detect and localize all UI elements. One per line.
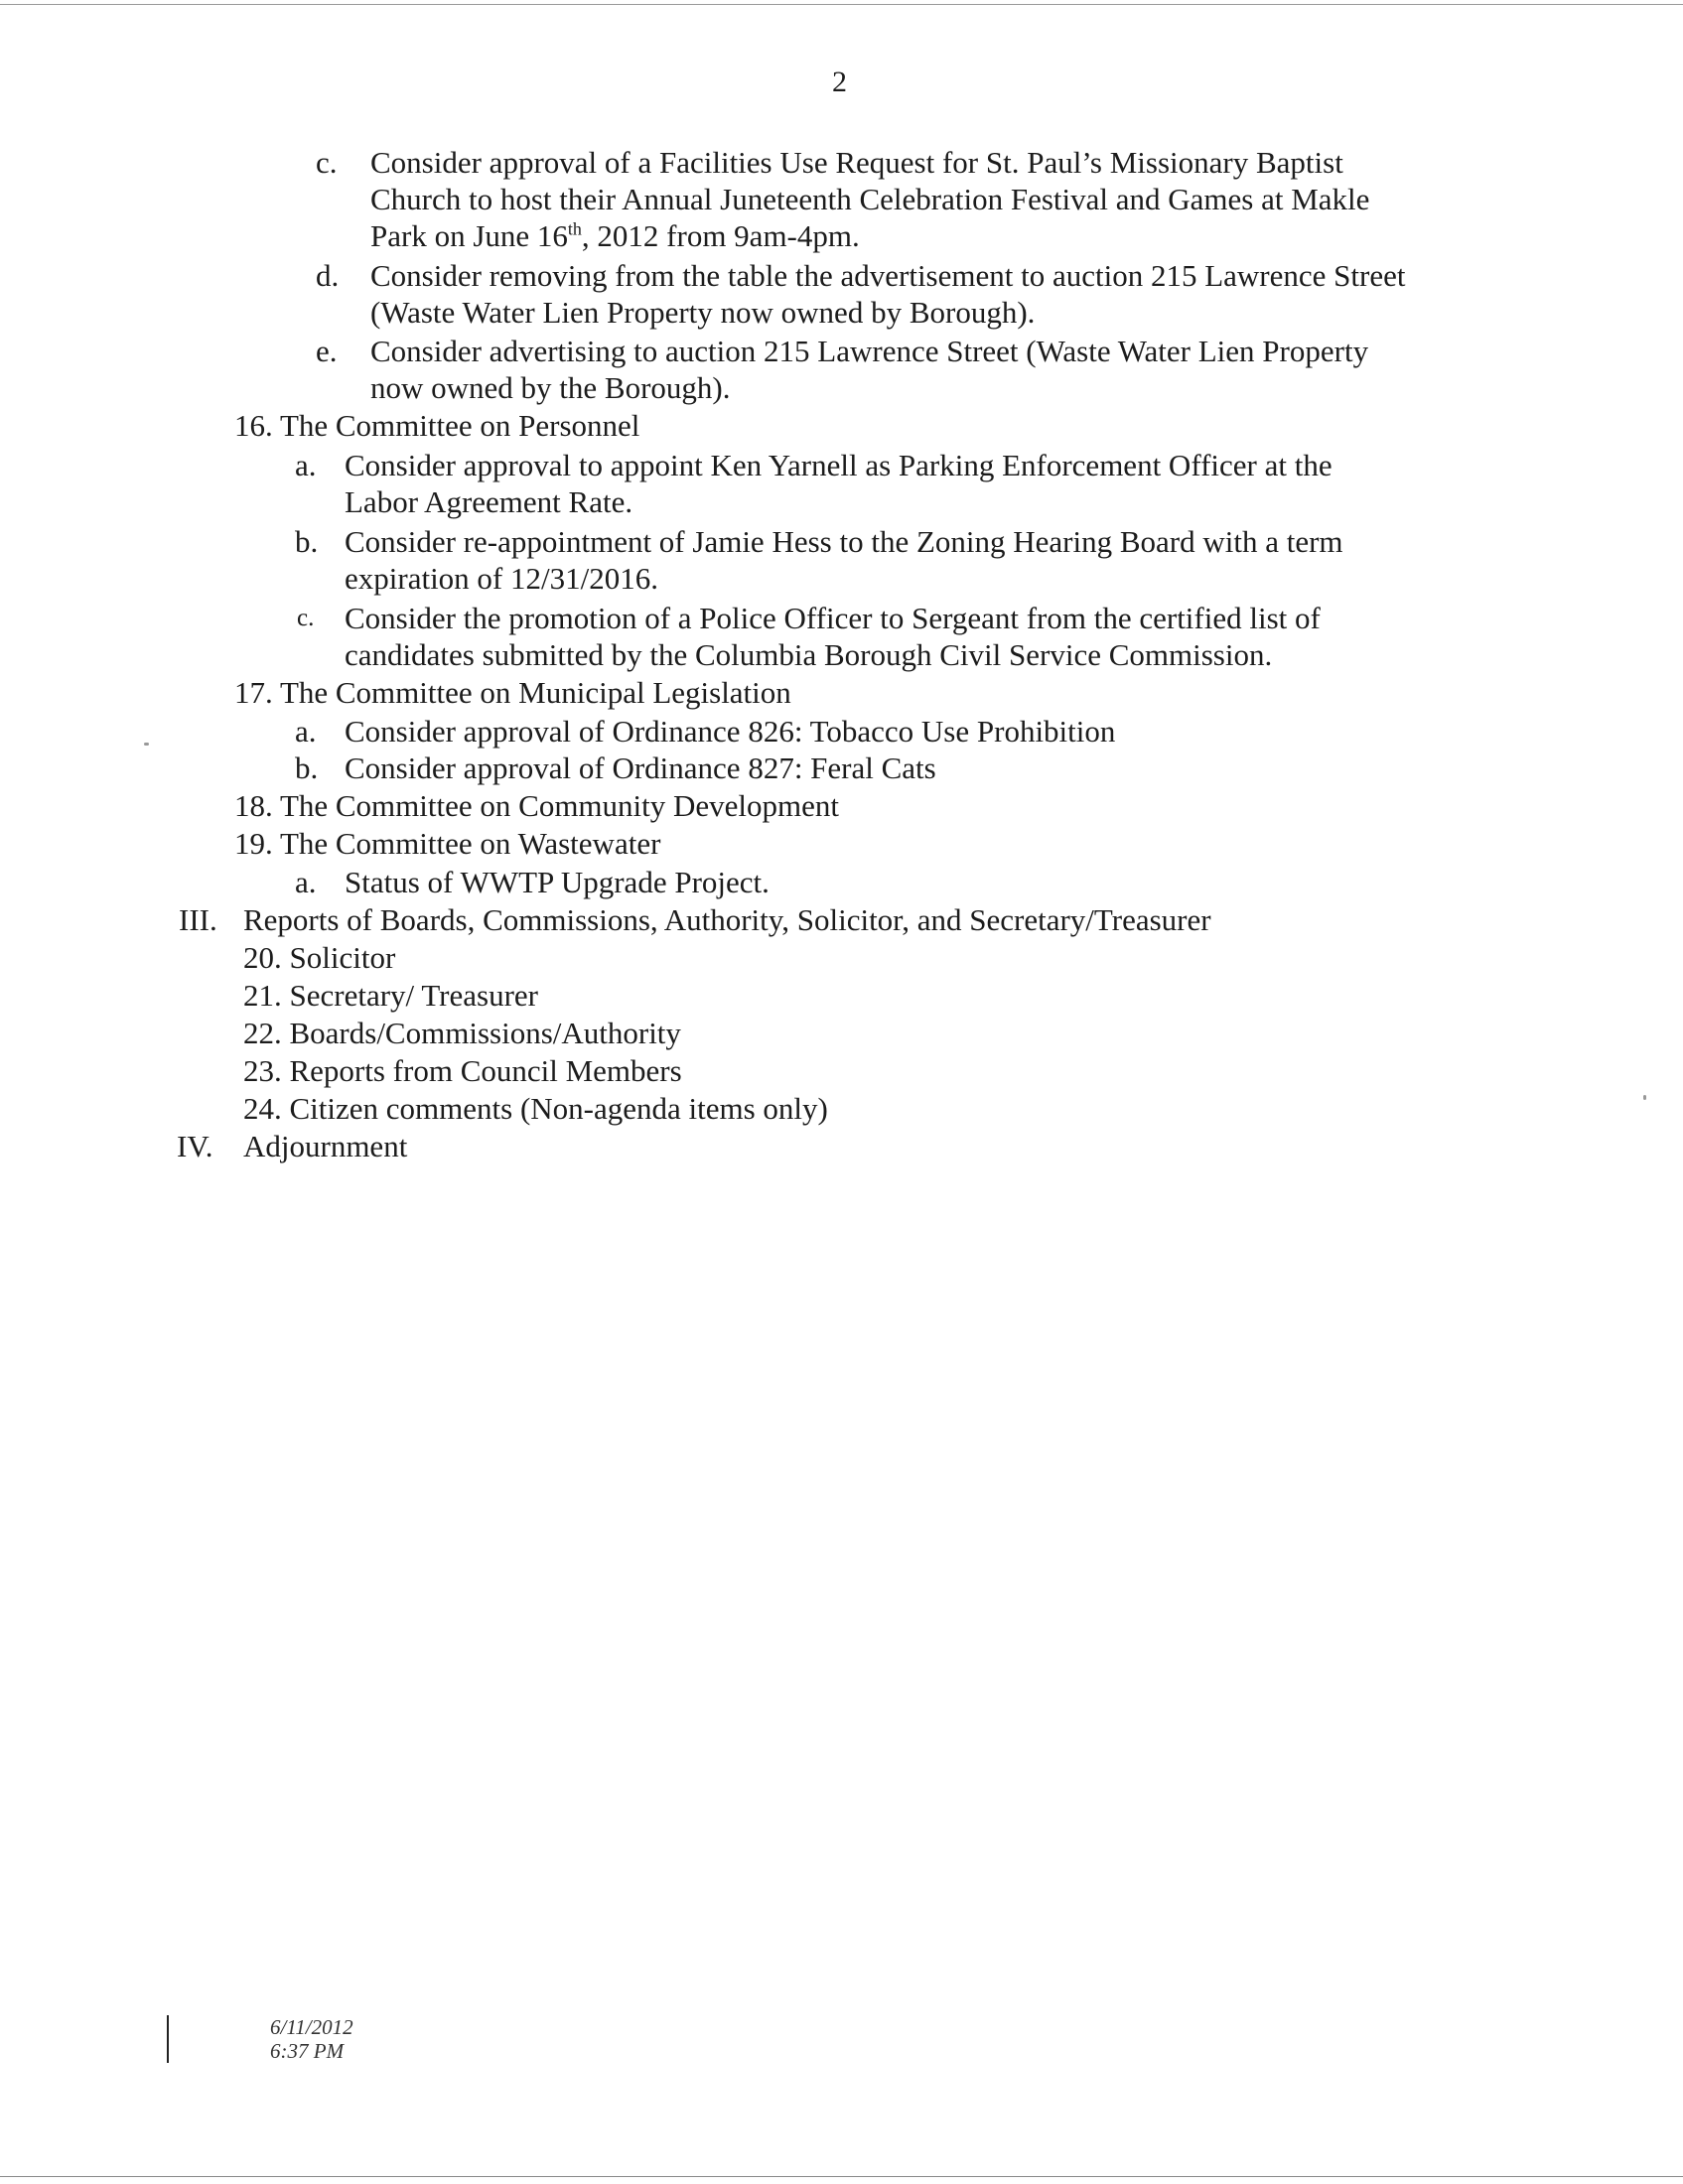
personnel-a-line-2: Labor Agreement Rate.: [345, 484, 633, 519]
item-c-line-3-pre: Park on June 16: [370, 218, 568, 253]
legislation-a-line-1: Consider approval of Ordinance 826: Tobacco Use Prohibition: [345, 714, 1116, 749]
item-c-line-1: Consider approval of a Facilities Use Request for St. Paul’s Missionary Baptist: [370, 145, 1343, 180]
personnel-b-line-1: Consider re-appointment of Jamie Hess to the Zoning Hearing Board with a term: [345, 524, 1343, 559]
footer-date: 6/11/2012: [270, 2015, 353, 2039]
item-c-marker: c.: [316, 145, 338, 180]
item-c-line-3-sup: th: [567, 218, 582, 239]
personnel-a-line-1: Consider approval to appoint Ken Yarnell as Parking Enforcement Officer at the: [345, 448, 1332, 482]
legislation-a-marker: a.: [295, 714, 317, 749]
section-17-heading: 17. The Committee on Municipal Legislation: [234, 675, 791, 710]
item-c-line-2: Church to host their Annual Juneteenth Celebration Festival and Games at Makle: [370, 182, 1370, 216]
legislation-b-line-1: Consider approval of Ordinance 827: Feral Cats: [345, 751, 936, 785]
section-iii-heading: Reports of Boards, Commissions, Authority, Solicitor, and Secretary/Treasurer: [243, 902, 1211, 937]
page-number: 2: [832, 66, 847, 98]
personnel-b-marker: b.: [295, 524, 319, 559]
item-e-line-1: Consider advertising to auction 215 Lawrence Street (Waste Water Lien Property: [370, 334, 1369, 368]
section-23: 23. Reports from Council Members: [243, 1053, 682, 1088]
footer-time: 6:37 PM: [270, 2039, 345, 2063]
section-24: 24. Citizen comments (Non-agenda items only): [243, 1091, 828, 1126]
legislation-b-marker: b.: [295, 751, 319, 785]
wastewater-a-line-1: Status of WWTP Upgrade Project.: [345, 865, 770, 899]
section-16-heading: 16. The Committee on Personnel: [234, 408, 640, 443]
item-c-line-3-post: , 2012 from 9am-4pm.: [581, 218, 860, 253]
item-d-line-2: (Waste Water Lien Property now owned by Borough).: [370, 295, 1036, 330]
section-20: 20. Solicitor: [243, 940, 396, 975]
section-iii-marker: III.: [179, 902, 217, 937]
personnel-c-line-2: candidates submitted by the Columbia Borough Civil Service Commission.: [345, 637, 1273, 672]
item-e-marker: e.: [316, 334, 338, 368]
section-iv-heading: Adjournment: [243, 1129, 408, 1163]
scan-edge-bottom: [0, 2176, 1683, 2177]
item-d-line-1: Consider removing from the table the advertisement to auction 215 Lawrence Street: [370, 258, 1406, 293]
personnel-b-line-2: expiration of 12/31/2016.: [345, 561, 658, 596]
section-21: 21. Secretary/ Treasurer: [243, 978, 538, 1013]
section-19-heading: 19. The Committee on Wastewater: [234, 826, 661, 861]
scan-speck: [144, 743, 149, 746]
personnel-c-line-1: Consider the promotion of a Police Officer to Sergeant from the certified list of: [345, 601, 1321, 635]
item-e-line-2: now owned by the Borough).: [370, 370, 731, 405]
personnel-c-marker: c.: [297, 605, 315, 631]
item-c-line-3: [370, 217, 860, 255]
scan-speck: [1643, 1095, 1646, 1100]
wastewater-a-marker: a.: [295, 865, 317, 899]
item-d-marker: d.: [316, 258, 340, 293]
section-18-heading: 18. The Committee on Community Development: [234, 788, 840, 823]
footer-revision-bar: [167, 2015, 169, 2063]
section-22: 22. Boards/Commissions/Authority: [243, 1016, 681, 1050]
personnel-a-marker: a.: [295, 448, 317, 482]
section-iv-marker: IV.: [177, 1129, 213, 1163]
